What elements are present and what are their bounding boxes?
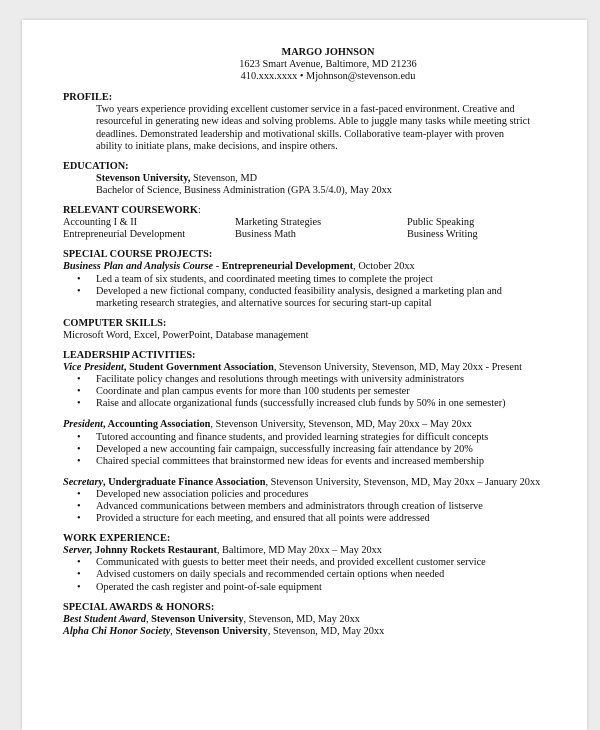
spacer <box>63 468 553 477</box>
bullet-icon: • <box>77 374 81 386</box>
list-item-text: Operated the cash register and point-of-sale equipment <box>96 581 322 593</box>
award-detail: , Stevenson, MD, May 20xx <box>243 613 360 625</box>
list-item <box>63 444 553 456</box>
list-item-text: marketing research strategies, and alternative sources for securing start-up capital <box>96 297 432 309</box>
coursework-title: RELEVANT COURSEWORK <box>63 205 198 217</box>
applicant-name: MARGO JOHNSON <box>281 47 375 58</box>
work-role: Server, <box>63 545 93 557</box>
project-course-subject: Entrepreneurial Development <box>221 261 354 273</box>
profile-line: resourceful in generating new ideas and solving problems. Able to juggle many tasks while meeting strict <box>96 116 531 128</box>
coursework-heading <box>63 205 553 217</box>
role-org: , Undergraduate Finance Association <box>103 476 266 488</box>
leadership-role-line <box>63 477 553 489</box>
work-role-line <box>63 545 553 557</box>
profile-line: ability to initiate plans, make decisions, and inspire others. <box>96 140 338 152</box>
list-item-text: Developed new association policies and procedures <box>96 488 309 500</box>
project-course-line <box>63 261 553 273</box>
role-detail: , Stevenson University, Stevenson, MD, May 20xx - Present <box>273 362 522 374</box>
profile-text <box>63 104 553 152</box>
education-block <box>63 173 553 197</box>
work-org: Johnny Rockets Restaurant <box>92 545 217 557</box>
coursework-title-suffix: : <box>197 205 201 217</box>
leadership-role-line <box>63 362 553 374</box>
award-org: Stevenson University <box>175 625 268 637</box>
leadership-bullets <box>63 489 553 525</box>
award-detail: , Stevenson, MD, May 20xx <box>267 625 385 637</box>
list-item-text: Advised customers on daily specials and recommended certain options when needed <box>96 569 445 581</box>
role-title: Vice President <box>63 362 124 374</box>
role-detail: , Stevenson University, Stevenson, MD, May 20xx – May 20xx <box>210 419 472 431</box>
education-heading: EDUCATION: <box>63 160 129 172</box>
award-line: Best Student Award, Stevenson University, Stevenson, MD, May 20xx <box>63 613 360 625</box>
list-item <box>63 489 553 501</box>
school-name: Stevenson University, <box>96 172 191 184</box>
list-item-text: Led a team of six students, and coordinated meeting times to complete the project <box>96 273 433 285</box>
profile-line: deadlines. Demonstrated leadership and motivational skills. Collaborative team-player with proven <box>96 128 505 140</box>
resume-header <box>63 47 553 83</box>
resume-content <box>63 47 553 638</box>
list-item-text: Facilitate policy changes and resolutions through meetings with university administrators <box>96 374 465 386</box>
computer-skills-heading: COMPUTER SKILLS: <box>63 317 167 329</box>
course-item: Entrepreneurial Development <box>63 229 186 241</box>
leadership-bullets <box>63 374 553 410</box>
bullet-icon: • <box>77 431 81 443</box>
coursework-grid <box>63 217 553 241</box>
bullet-icon: • <box>77 581 81 593</box>
list-item <box>63 298 553 310</box>
list-item-text: Developed a new fictional company, conducted feasibility analysis, designed a marketing plan and <box>96 285 502 297</box>
work-detail: , Baltimore, MD May 20xx – May 20xx <box>216 545 382 557</box>
profile-line: Two years experience providing excellent customer service in a fast-paced environment. Creative and <box>96 104 515 116</box>
list-item-text: Chaired special committees that brainstormed new ideas for events and increased membership <box>96 455 485 467</box>
course-item: Public Speaking <box>407 217 475 229</box>
bullet-icon: • <box>77 285 81 297</box>
list-item-text: Communicated with guests to better meet their needs, and provided excellent customer service <box>96 557 486 569</box>
projects-heading: SPECIAL COURSE PROJECTS: <box>63 249 213 261</box>
list-item-text: Advanced communications between members and administrators through creation of listserve <box>96 501 483 512</box>
list-item <box>63 398 553 410</box>
education-school-line <box>96 173 553 185</box>
profile-heading: PROFILE: <box>63 92 113 104</box>
bullet-icon: • <box>77 501 81 512</box>
course-item: Business Writing <box>407 229 478 241</box>
work-bullets <box>63 557 553 593</box>
list-item-text: Tutored accounting and finance students, and provided learning strategies for difficult concepts <box>96 431 489 443</box>
list-item <box>63 456 553 468</box>
award-name: Alpha Chi Honor Society <box>63 625 171 637</box>
project-course-name: Business Plan and Analysis Course - <box>63 261 222 273</box>
applicant-contact: 410.xxx.xxxx • Mjohnson@stevenson.edu <box>240 71 416 83</box>
bullet-icon: • <box>77 488 81 500</box>
computer-skills-text: Microsoft Word, Excel, PowerPoint, Database management <box>63 329 309 341</box>
course-item: Accounting I & II <box>63 217 138 229</box>
bullet-icon: • <box>77 398 81 410</box>
role-title: Secretary <box>63 476 104 488</box>
role-org: , Student Government Association <box>123 362 274 374</box>
list-item-text: Provided a structure for each meeting, and ensured that all points were addressed <box>96 513 430 525</box>
applicant-address: 1623 Smart Avenue, Baltimore, MD 21236 <box>239 59 417 71</box>
project-bullets <box>63 274 553 310</box>
list-item <box>63 582 553 594</box>
list-item <box>63 386 553 398</box>
document-page <box>22 20 587 730</box>
list-item-text: Developed a new accounting fair campaign, successfully increasing fair attendance by 20% <box>96 443 473 455</box>
list-item <box>63 432 553 444</box>
list-item <box>63 374 553 386</box>
course-item: Business Math <box>235 229 296 241</box>
list-item <box>63 513 553 525</box>
role-org: , Accounting Association <box>103 419 211 431</box>
spacer <box>63 410 553 419</box>
bullet-icon: • <box>77 513 81 525</box>
list-item <box>63 274 553 286</box>
award-line: Alpha Chi Honor Society, Stevenson University, Stevenson, MD, May 20xx <box>63 625 385 637</box>
work-heading: WORK EXPERIENCE: <box>63 533 171 545</box>
awards-heading: SPECIAL AWARDS & HONORS: <box>63 601 215 613</box>
bullet-icon: • <box>77 273 81 285</box>
bullet-icon: • <box>77 557 81 569</box>
bullet-icon: • <box>77 569 81 581</box>
project-course-date: , October 20xx <box>353 261 415 273</box>
leadership-bullets <box>63 432 553 468</box>
education-degree: Bachelor of Science, Business Administration (GPA 3.5/4.0), May 20xx <box>96 184 392 196</box>
list-item <box>63 501 553 513</box>
bullet-icon: • <box>77 443 81 455</box>
award-name: Best Student Award <box>63 613 146 625</box>
school-location: Stevenson, MD <box>190 172 258 184</box>
bullet-icon: • <box>77 455 81 467</box>
bullet-icon: • <box>77 386 81 398</box>
list-item-text: Raise and allocate organizational funds (successfully increased club funds by 50% in one semester) <box>96 398 506 410</box>
list-item <box>63 286 553 298</box>
list-item <box>63 557 553 569</box>
role-title: President <box>63 419 104 431</box>
award-org: Stevenson University <box>151 613 244 625</box>
role-detail: , Stevenson University, Stevenson, MD, May 20xx – January 20xx <box>265 476 541 488</box>
course-item: Marketing Strategies <box>235 217 322 229</box>
list-item-text: Coordinate and plan campus events for more than 100 students per semester <box>96 386 410 398</box>
leadership-heading: LEADERSHIP ACTIVITIES: <box>63 349 196 361</box>
list-item <box>63 569 553 581</box>
leadership-role-line <box>63 419 553 431</box>
